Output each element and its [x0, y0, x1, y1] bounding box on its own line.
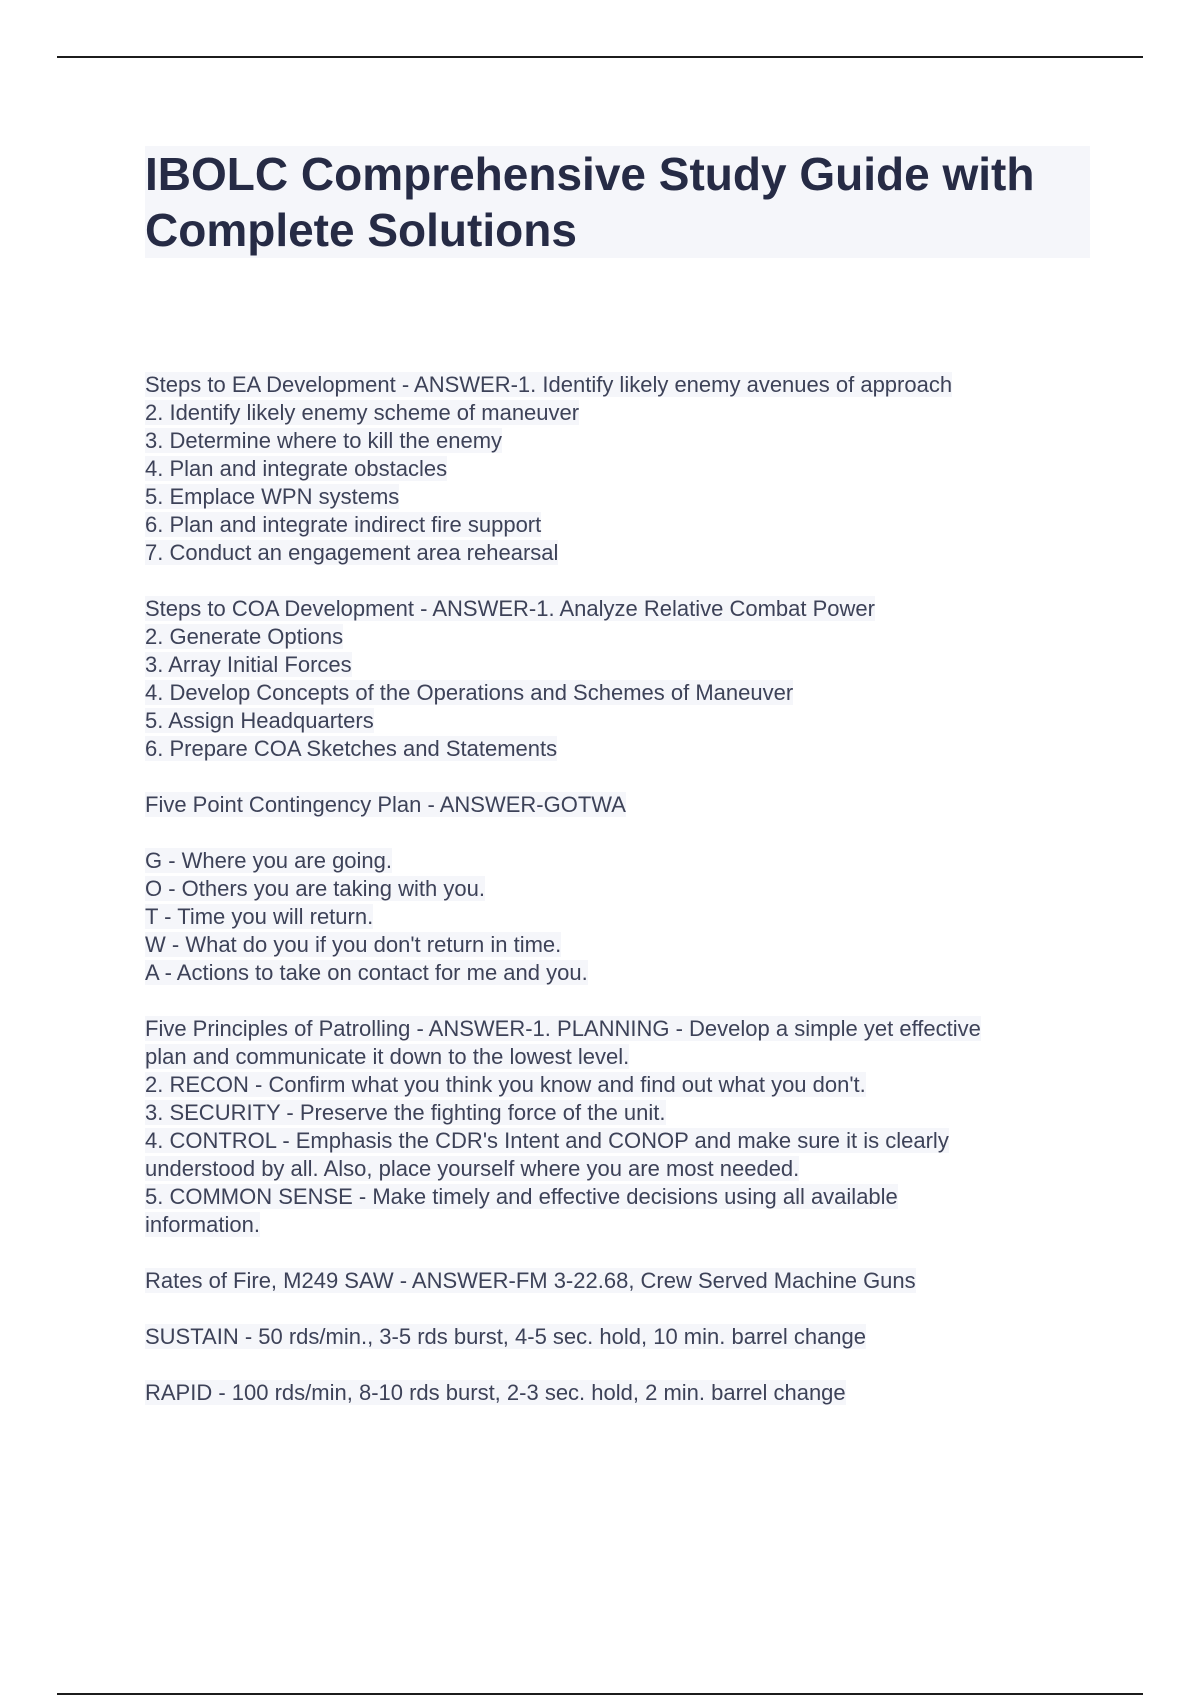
- text-line-content: 6. Plan and integrate indirect fire support: [145, 512, 542, 537]
- text-line-content: Steps to COA Development - ANSWER-1. Analyze Relative Combat Power: [145, 596, 875, 621]
- text-line-content: 7. Conduct an engagement area rehearsal: [145, 540, 559, 565]
- text-line-content: 5. Assign Headquarters: [145, 708, 374, 733]
- text-line: [145, 371, 1090, 399]
- text-line: [145, 623, 1090, 651]
- text-line: [145, 1015, 1090, 1043]
- block-spacer: [145, 1295, 1090, 1323]
- text-line-content: Five Principles of Patrolling - ANSWER-1. PLANNING - Develop a simple yet effective: [145, 1016, 981, 1041]
- text-line-content: G - Where you are going.: [145, 848, 393, 873]
- text-line-content: 3. Determine where to kill the enemy: [145, 428, 503, 453]
- text-line-content: O - Others you are taking with you.: [145, 876, 485, 901]
- text-line: [145, 679, 1090, 707]
- text-line-content: 4. Plan and integrate obstacles: [145, 456, 448, 481]
- qa-list: [145, 371, 1090, 1407]
- text-line-content: T - Time you will return.: [145, 904, 374, 929]
- text-line-content: 3. SECURITY - Preserve the fighting force of the unit.: [145, 1100, 666, 1125]
- document-title: IBOLC Comprehensive Study Guide with Complete Solutions: [145, 148, 1035, 256]
- text-line: [145, 651, 1090, 679]
- text-line: [145, 1211, 1090, 1239]
- text-line: [145, 875, 1090, 903]
- text-line: [145, 1155, 1090, 1183]
- qa-block: [145, 371, 1090, 567]
- text-line: [145, 1127, 1090, 1155]
- text-line: [145, 735, 1090, 763]
- text-line-content: W - What do you if you don't return in time.: [145, 932, 562, 957]
- qa-block: [145, 1267, 1090, 1295]
- qa-block: [145, 1015, 1090, 1239]
- block-spacer: [145, 763, 1090, 791]
- text-line: [145, 707, 1090, 735]
- text-line-content: plan and communicate it down to the lowest level.: [145, 1044, 630, 1069]
- bottom-rule: [57, 1693, 1143, 1695]
- text-line-content: 5. COMMON SENSE - Make timely and effective decisions using all available: [145, 1184, 898, 1209]
- text-line-content: 3. Array Initial Forces: [145, 652, 352, 677]
- text-line: [145, 1323, 1090, 1351]
- block-spacer: [145, 1239, 1090, 1267]
- text-line-content: information.: [145, 1212, 260, 1237]
- text-line-content: 2. RECON - Confirm what you think you know and find out what you don't.: [145, 1072, 866, 1097]
- title-block: [145, 146, 1090, 258]
- text-line-content: RAPID - 100 rds/min, 8-10 rds burst, 2-3 sec. hold, 2 min. barrel change: [145, 1380, 846, 1405]
- text-line: [145, 931, 1090, 959]
- text-line: [145, 1043, 1090, 1071]
- text-line-content: 4. CONTROL - Emphasis the CDR's Intent and CONOP and make sure it is clearly: [145, 1128, 949, 1153]
- text-line: [145, 455, 1090, 483]
- text-line-content: Steps to EA Development - ANSWER-1. Identify likely enemy avenues of approach: [145, 372, 953, 397]
- text-line-content: 2. Generate Options: [145, 624, 344, 649]
- text-line: [145, 1267, 1090, 1295]
- text-line-content: Five Point Contingency Plan - ANSWER-GOTWA: [145, 792, 626, 817]
- qa-block: [145, 847, 1090, 987]
- qa-block: [145, 1379, 1090, 1407]
- block-spacer: [145, 819, 1090, 847]
- text-line-content: Rates of Fire, M249 SAW - ANSWER-FM 3-22.68, Crew Served Machine Guns: [145, 1268, 916, 1293]
- text-line: [145, 511, 1090, 539]
- text-line: [145, 595, 1090, 623]
- page-content: [145, 146, 1090, 1407]
- text-line: [145, 959, 1090, 987]
- text-line: [145, 427, 1090, 455]
- text-line: [145, 903, 1090, 931]
- text-line-content: A - Actions to take on contact for me and you.: [145, 960, 588, 985]
- text-line: [145, 539, 1090, 567]
- text-line: [145, 1379, 1090, 1407]
- text-line: [145, 847, 1090, 875]
- text-line: [145, 399, 1090, 427]
- text-line: [145, 791, 1090, 819]
- qa-block: [145, 1323, 1090, 1351]
- text-line-content: 2. Identify likely enemy scheme of maneuver: [145, 400, 580, 425]
- text-line-content: 5. Emplace WPN systems: [145, 484, 400, 509]
- text-line: [145, 1183, 1090, 1211]
- block-spacer: [145, 1351, 1090, 1379]
- text-line-content: 6. Prepare COA Sketches and Statements: [145, 736, 558, 761]
- text-line-content: understood by all. Also, place yourself where you are most needed.: [145, 1156, 800, 1181]
- text-line-content: 4. Develop Concepts of the Operations and Schemes of Maneuver: [145, 680, 794, 705]
- text-line-content: SUSTAIN - 50 rds/min., 3-5 rds burst, 4-5 sec. hold, 10 min. barrel change: [145, 1324, 867, 1349]
- top-rule: [57, 56, 1143, 58]
- block-spacer: [145, 567, 1090, 595]
- text-line: [145, 483, 1090, 511]
- text-line: [145, 1099, 1090, 1127]
- text-line: [145, 1071, 1090, 1099]
- qa-block: [145, 595, 1090, 763]
- qa-block: [145, 791, 1090, 819]
- block-spacer: [145, 987, 1090, 1015]
